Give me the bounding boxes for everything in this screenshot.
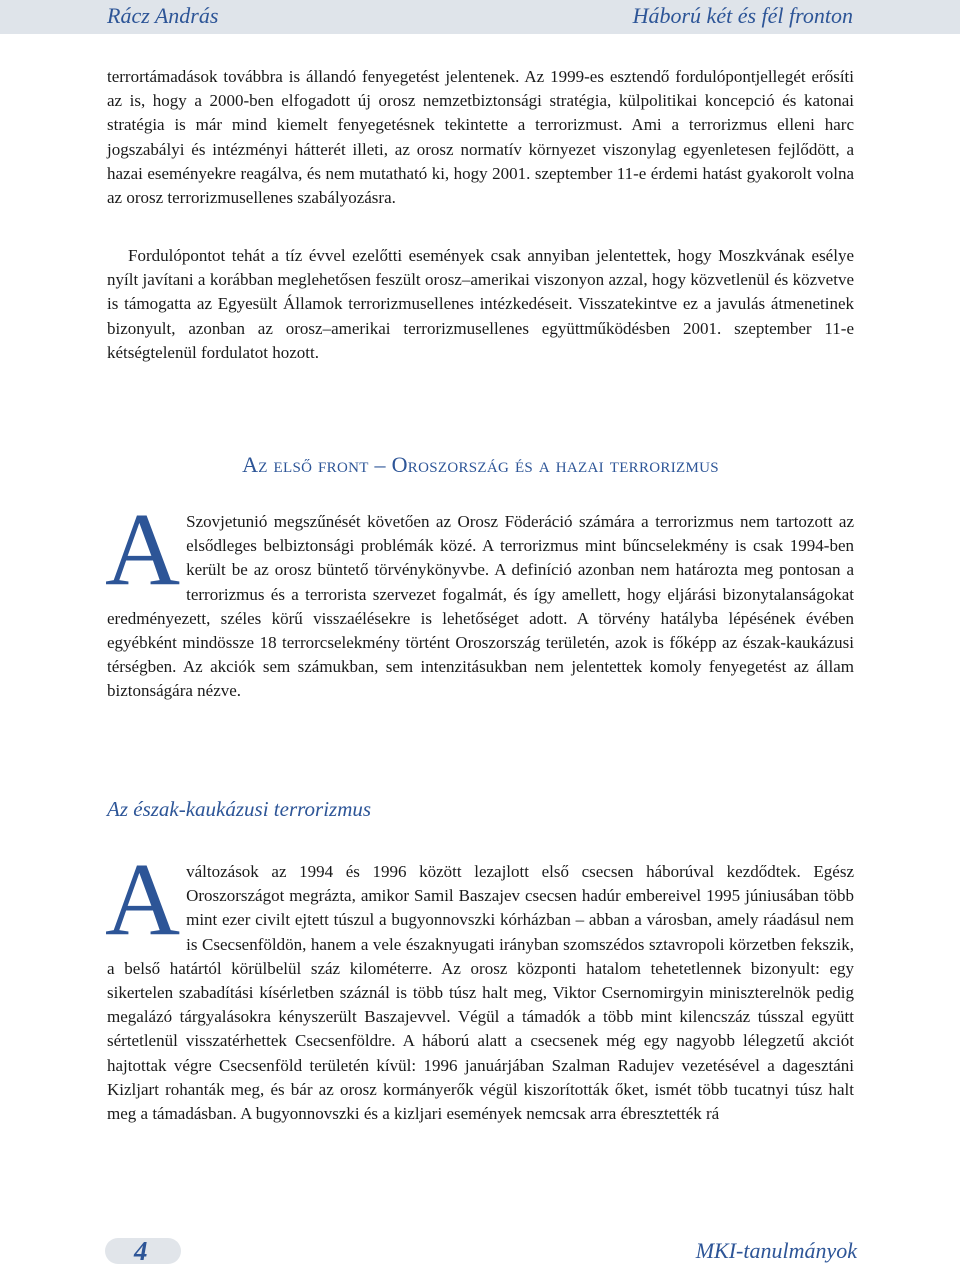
footer-publication: MKI-tanulmányok [695, 1238, 857, 1263]
dropcap-letter: A [105, 492, 181, 607]
section1-text: Szovjetunió megszűnését követően az Orosz Föderáció számára a terrorizmus nem tartozott az elsődleges belbiztonsági problémák közé. A terrorizmus mint bűncselekmény is csak 1994-ben került be az orosz büntető törvénykönyvbe. A definíció azonban nem határozta meg pontosan a terrorizmus és a terrorista szervezet fogalmát, és így amellett, hogy eljárási bizonytalanságokat eredményezett, széles körű visszaélésekre is lehetőséget adott. A törvény hatályba lépésének évében egyébként mindössze 18 terrorcselekmény történt Oroszország területén, azok is főképp az észak-kaukázusi térségben. Az akciók sem számukban, sem intenzitásukban nem jelentettek komoly fenyegetést az állam biztonságára nézve. [107, 512, 854, 701]
paragraph-1: terrortámadások továbbra is állandó fenyegetést jelentenek. Az 1999-es esztendő fordulópontjellegét erősíti az is, hogy a 2000-ben elfogadott új orosz nemzetbiztonsági stratégia, külpolitikai koncepció és katonai stratégia is már mind kiemelt fenyegetésnek tekintette a terrorizmust. Ami a terrorizmus elleni harc jogszabályi és intézményi hátterét illeti, az orosz normatív környezet viszonylag egyenletesen fejlődött, a hazai eseményekre reagálva, és nem mutatható ki, hogy 2001. szeptember 11-e érdemi hatást gyakorolt volna az orosz terrorizmusellenes szabályozásra. [107, 67, 854, 208]
dropcap-letter: A [105, 842, 181, 957]
paragraph-2: Fordulópontot tehát a tíz évvel ezelőtti események csak annyiban jelentettek, hogy Moszkvának esélye nyílt javítani a korábban meglehetősen feszült orosz–amerikai viszonyon azzal, hogy közvetlenül és közvetve is támogatta az Egyesült Államok terrorizmusellenes intézkedéseit. Visszatekintve ez a javulás átmenetinek bizonyult, azonban az orosz–amerikai terrorizmusellenes együttműködésben 2001. szeptember 11-e kétségtelenül fordulatot hozott. [107, 246, 854, 362]
header-title: Háború két és fél fronton [632, 3, 853, 28]
header-author: Rácz András [107, 3, 219, 28]
section2-paragraph [105, 842, 854, 1126]
subsection-title-north-caucasus: Az észak-kaukázusi terrorizmus [107, 797, 372, 821]
section2-text: változások az 1994 és 1996 között lezajlott első csecsen háborúval kezdődtek. Egész Oroszországot megrázta, amikor Samil Baszajev csecsen hadúr embereivel 1995 júniusában több mint ezer civilt ejtett túszul a bugyonnovszki kórházban – abban a városban, amely ráadásul nem is Csecsenföldön, hanem a vele északnyugati irányban szomszédos sztavropoli körzetben fekszik, a belső határtól körülbelül száz kilométerre. Az orosz központi hatalom tehetetlennek bizonyult: egy sikertelen szabadítási kísérletben száznál is több túsz halt meg, Viktor Csernomirgyin miniszterelnök pedig megalázó tárgyalásokra kényszerült Baszajevvel. Végül a támadók a több mint kilencszáz tússzal együtt sértetlenül visszatérhettek Csecsenföldre. A háború alatt a csecsenek még egy nagyobb lélegzetű akciót hajtottak végre Csecsenföld területén kívül: 1996 januárjában Szalman Radujev vezetésével a dagesztáni Kizljart rohanták meg, és bár az orosz kormányerők végül kiszorították őket, ismét több tucatnyi túsz halt meg a támadásban. A bugyonnovszki és a kizljari események nemcsak arra ébresztették rá [107, 862, 854, 1124]
section1-paragraph [105, 492, 854, 704]
section-title-first-front: Az első front – Oroszország és a hazai terrorizmus [242, 452, 719, 477]
page-number: 4 [134, 1236, 148, 1266]
